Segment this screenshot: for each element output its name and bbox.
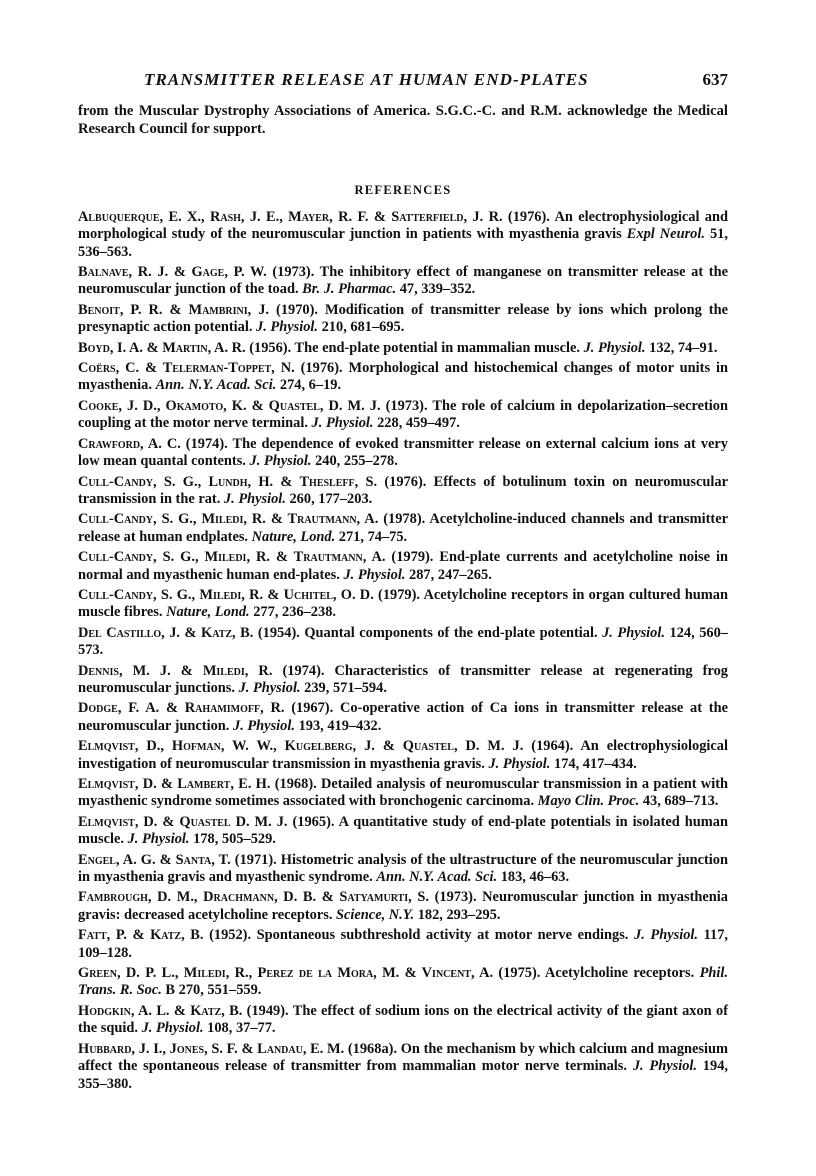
reference-pages: , 560–573. bbox=[78, 624, 728, 659]
reference-journal: J. Physiol. bbox=[634, 927, 698, 944]
reference-authors: Elmqvist, D. & Lambert, E. H. bbox=[78, 776, 271, 792]
reference-pages: , 681–695. bbox=[343, 319, 405, 336]
reference-entry bbox=[78, 587, 728, 622]
reference-entry bbox=[78, 209, 728, 261]
reference-entry bbox=[78, 738, 728, 773]
reference-title: (1970). Modification of transmitter release by ions which prolong the presynaptic action potential. bbox=[78, 301, 728, 336]
reference-volume: 178 bbox=[189, 831, 215, 848]
reference-volume: 239 bbox=[300, 679, 326, 696]
reference-pages: , 46–63. bbox=[522, 869, 570, 886]
reference-journal: J. Physiol. bbox=[311, 415, 374, 432]
reference-authors: Del Castillo, J. & Katz, B. bbox=[78, 624, 254, 641]
reference-volume: 183 bbox=[497, 869, 523, 886]
reference-volume: 194 bbox=[697, 1058, 725, 1075]
reference-authors: Balnave, R. J. & Gage, P. W. bbox=[78, 264, 267, 281]
running-title: TRANSMITTER RELEASE AT HUMAN END-PLATES bbox=[144, 70, 589, 89]
reference-title: (1968a). On the mechanism by which calcium and magnesium affect the spontaneous release of transmitter from mammalian motor nerve terminals. bbox=[78, 1040, 728, 1075]
reference-volume: 124 bbox=[664, 624, 692, 641]
reference-title: (1973). The inhibitory effect of manganese on transmitter release at the neuromuscular junction of the toad. bbox=[78, 264, 728, 298]
reference-entry bbox=[78, 511, 728, 546]
reference-volume: 274 bbox=[276, 377, 302, 394]
reference-entry bbox=[78, 436, 728, 471]
reference-journal: J. Physiol. bbox=[488, 755, 551, 772]
reference-pages: , 571–594. bbox=[325, 679, 387, 696]
reference-authors: Fambrough, D. M., Drachmann, D. B. & Satyamurti, S. bbox=[78, 889, 429, 906]
reference-journal: J. Physiol. bbox=[223, 490, 286, 507]
reference-entry bbox=[78, 340, 728, 357]
reference-pages: , 293–295. bbox=[439, 906, 501, 923]
reference-entry bbox=[78, 1041, 728, 1093]
running-header bbox=[78, 70, 728, 94]
reference-entry bbox=[78, 852, 728, 887]
reference-title: (1975). Acetylcholine receptors. bbox=[493, 965, 700, 982]
reference-volume: B 270 bbox=[161, 982, 201, 999]
reference-entry bbox=[78, 302, 728, 337]
page-number: 637 bbox=[702, 70, 728, 89]
reference-pages: , 109–128. bbox=[78, 927, 729, 961]
reference-volume: 228 bbox=[373, 415, 399, 432]
reference-entry bbox=[78, 264, 728, 299]
reference-volume: 43 bbox=[639, 793, 658, 810]
reference-pages: , 417–434. bbox=[575, 755, 637, 772]
reference-authors: Hubbard, J. I., Jones, S. F. & Landau, E. M. bbox=[78, 1040, 345, 1057]
reference-pages: , 355–380. bbox=[78, 1058, 729, 1092]
reference-journal: Br. J. Pharmac. bbox=[302, 281, 397, 298]
reference-pages: , 536–563. bbox=[78, 226, 728, 260]
reference-authors: Cooke, J. D., Okamoto, K. & Quastel, D. M. J. bbox=[78, 397, 381, 414]
reference-entry bbox=[78, 814, 728, 849]
reference-authors: Cull-Candy, S. G., Miledi, R. & Trautmann, A. bbox=[78, 549, 386, 566]
reference-volume: 240 bbox=[311, 453, 337, 470]
reference-title: (1973). Neuromuscular junction in myasthenia gravis: decreased acetylcholine receptors. bbox=[78, 889, 728, 923]
reference-pages: , 339–352. bbox=[414, 281, 476, 298]
reference-authors: Elmqvist, D., Hofman, W. W., Kugelberg, J. & Quastel, D. M. J. bbox=[78, 738, 524, 755]
reference-pages: , 419–432. bbox=[320, 717, 382, 734]
reference-title: (1971). Histometric analysis of the ultrastructure of the neuromuscular junction in myasthenia gravis and myasthenic syndrome. bbox=[78, 851, 728, 886]
acknowledgement-paragraph: from the Muscular Dystrophy Associations of America. S.G.C.-C. and R.M. acknowledge the Medical Research Council for support. bbox=[78, 103, 728, 138]
reference-journal: J. Physiol. bbox=[632, 1058, 697, 1075]
reference-journal: J. Physiol. bbox=[256, 319, 318, 336]
reference-journal: Nature, Lond. bbox=[166, 604, 250, 621]
reference-entry bbox=[78, 700, 728, 735]
reference-pages: , 505–529. bbox=[214, 831, 276, 848]
reference-journal: J. Physiol. bbox=[343, 566, 406, 583]
reference-title: (1956). The end-plate potential in mammalian muscle. bbox=[245, 339, 584, 356]
reference-volume: 182 bbox=[414, 906, 440, 923]
reference-title: (1976). Morphological and histochemical changes of motor units in myasthenia. bbox=[78, 360, 728, 394]
reference-journal: Science, N.Y. bbox=[336, 906, 415, 923]
reference-pages: , 37–77. bbox=[228, 1020, 276, 1037]
reference-authors: Coërs, C. & Telerman-Toppet, N. bbox=[78, 360, 295, 377]
reference-pages: , 247–265. bbox=[430, 566, 492, 583]
reference-journal: J. Physiol. bbox=[233, 717, 295, 734]
reference-title: (1954). Quantal components of the end-plate potential. bbox=[253, 624, 603, 641]
reference-volume: 277 bbox=[249, 604, 275, 621]
reference-authors: Albuquerque, E. X., Rash, J. E., Mayer, R. F. & Satterfield, J. R. bbox=[78, 208, 503, 225]
reference-volume: 132 bbox=[645, 339, 671, 356]
reference-volume: 51 bbox=[704, 226, 725, 243]
reference-journal: Expl Neurol. bbox=[626, 226, 705, 243]
reference-authors: Fatt, P. & Katz, B. bbox=[78, 927, 204, 944]
reference-authors: Dodge, F. A. & Rahamimoff, R. bbox=[78, 700, 285, 717]
reference-entry bbox=[78, 965, 728, 1000]
reference-volume: 117 bbox=[698, 927, 725, 944]
reference-title: (1968). Detailed analysis of neuromuscular transmission in a patient with myasthenic syndrome sometimes associated with bronchogenic carcinoma. bbox=[78, 776, 728, 810]
reference-journal: J. Physiol. bbox=[141, 1020, 204, 1037]
reference-volume: 47 bbox=[396, 281, 415, 298]
reference-title: (1967). Co-operative action of Ca ions in transmitter release at the neuromuscular junction. bbox=[78, 700, 728, 734]
page bbox=[78, 70, 728, 1096]
reference-journal: Mayo Clin. Proc. bbox=[537, 793, 640, 810]
reference-authors: Engel, A. G. & Santa, T. bbox=[78, 851, 231, 868]
reference-volume: 287 bbox=[405, 566, 431, 583]
reference-title: (1964). An electrophysiological investigation of neuromuscular transmission in myasthenia gravis. bbox=[78, 738, 728, 772]
reference-title: (1976). Effects of botulinum toxin on neuromuscular transmission in the rat. bbox=[78, 473, 728, 507]
reference-title: (1973). The role of calcium in depolarization–secretion coupling at the motor nerve terminal. bbox=[78, 397, 729, 432]
reference-entry bbox=[78, 1003, 728, 1038]
reference-journal: Nature, Lond. bbox=[251, 528, 336, 545]
reference-entry bbox=[78, 474, 728, 509]
reference-pages: , 459–497. bbox=[398, 415, 460, 432]
reference-pages: , 177–203. bbox=[311, 490, 373, 507]
reference-volume: 271 bbox=[335, 528, 361, 545]
reference-pages: , 551–559. bbox=[200, 982, 262, 999]
reference-volume: 260 bbox=[285, 490, 312, 507]
reference-pages: , 255–278. bbox=[336, 453, 398, 470]
reference-authors: Cull-Candy, S. G., Miledi, R. & Uchitel, O. D. bbox=[78, 586, 374, 603]
reference-title: (1974). Characteristics of transmitter release at regenerating frog neuromuscular junctions. bbox=[78, 662, 728, 696]
reference-entry bbox=[78, 549, 728, 584]
reference-authors: Boyd, I. A. & Martin, A. R. bbox=[78, 339, 246, 356]
reference-authors: Hodgkin, A. L. & Katz, B. bbox=[78, 1002, 243, 1019]
reference-pages: , 6–19. bbox=[301, 377, 342, 394]
reference-volume: 174 bbox=[550, 755, 576, 772]
reference-authors: Cull-Candy, S. G., Lundh, H. & Thesleff, S. bbox=[78, 473, 378, 490]
reference-entry bbox=[78, 360, 728, 395]
reference-authors: Dennis, M. J. & Miledi, R. bbox=[78, 662, 273, 679]
reference-journal: Ann. N.Y. Acad. Sci. bbox=[155, 377, 277, 394]
reference-journal: J. Physiol. bbox=[238, 679, 301, 696]
reference-title: (1976). An electrophysiological and morphological study of the neuromuscular junction in patients with myasthenia gravis bbox=[78, 208, 728, 243]
reference-title: (1952). Spontaneous subthreshold activity at motor nerve endings. bbox=[203, 927, 635, 944]
reference-title: (1979). End-plate currents and acetylcholine noise in normal and myasthenic human end-plates. bbox=[78, 549, 728, 583]
reference-volume: 193 bbox=[294, 717, 321, 734]
reference-pages: , 236–238. bbox=[274, 604, 336, 621]
reference-journal: J. Physiol. bbox=[583, 339, 646, 356]
reference-entry bbox=[78, 889, 728, 924]
reference-journal: J. Physiol. bbox=[249, 453, 312, 470]
reference-pages: , 74–75. bbox=[360, 528, 408, 545]
reference-entry bbox=[78, 398, 728, 433]
reference-entry bbox=[78, 927, 728, 962]
reference-entry bbox=[78, 776, 728, 811]
reference-pages: , 689–713. bbox=[657, 793, 719, 810]
reference-volume: 210 bbox=[318, 319, 344, 336]
reference-authors: Elmqvist, D. & Quastel D. M. J. bbox=[78, 813, 288, 830]
reference-authors: Benoit, P. R. & Mambrini, J. bbox=[78, 301, 270, 318]
reference-authors: Green, D. P. L., Miledi, R., Perez de la Mora, M. & Vincent, A. bbox=[78, 965, 494, 982]
reference-entry bbox=[78, 663, 728, 698]
reference-journal: J. Physiol. bbox=[127, 831, 190, 848]
references-heading: REFERENCES bbox=[354, 182, 452, 197]
reference-list bbox=[78, 209, 728, 1093]
reference-authors: Cull-Candy, S. G., Miledi, R. & Trautmann, A. bbox=[78, 511, 379, 528]
reference-pages: , 74–91. bbox=[670, 339, 718, 356]
reference-title: (1974). The dependence of evoked transmitter release on external calcium ions at very low mean quantal contents. bbox=[78, 435, 728, 470]
reference-title: (1965). A quantitative study of end-plate potentials in isolated human muscle. bbox=[78, 813, 728, 848]
reference-authors: Crawford, A. C. bbox=[78, 435, 181, 452]
reference-journal: Phil. Trans. R. Soc. bbox=[78, 965, 728, 999]
reference-entry bbox=[78, 625, 728, 660]
reference-journal: J. Physiol. bbox=[602, 624, 665, 641]
reference-title: (1978). Acetylcholine-induced channels and transmitter release at human endplates. bbox=[78, 511, 728, 545]
reference-volume: 108 bbox=[203, 1020, 229, 1037]
reference-title: (1979). Acetylcholine receptors in organ cultured human muscle fibres. bbox=[78, 586, 728, 621]
reference-journal: Ann. N.Y. Acad. Sci. bbox=[376, 869, 498, 886]
reference-title: (1949). The effect of sodium ions on the electrical activity of the giant axon of the squid. bbox=[78, 1002, 728, 1037]
